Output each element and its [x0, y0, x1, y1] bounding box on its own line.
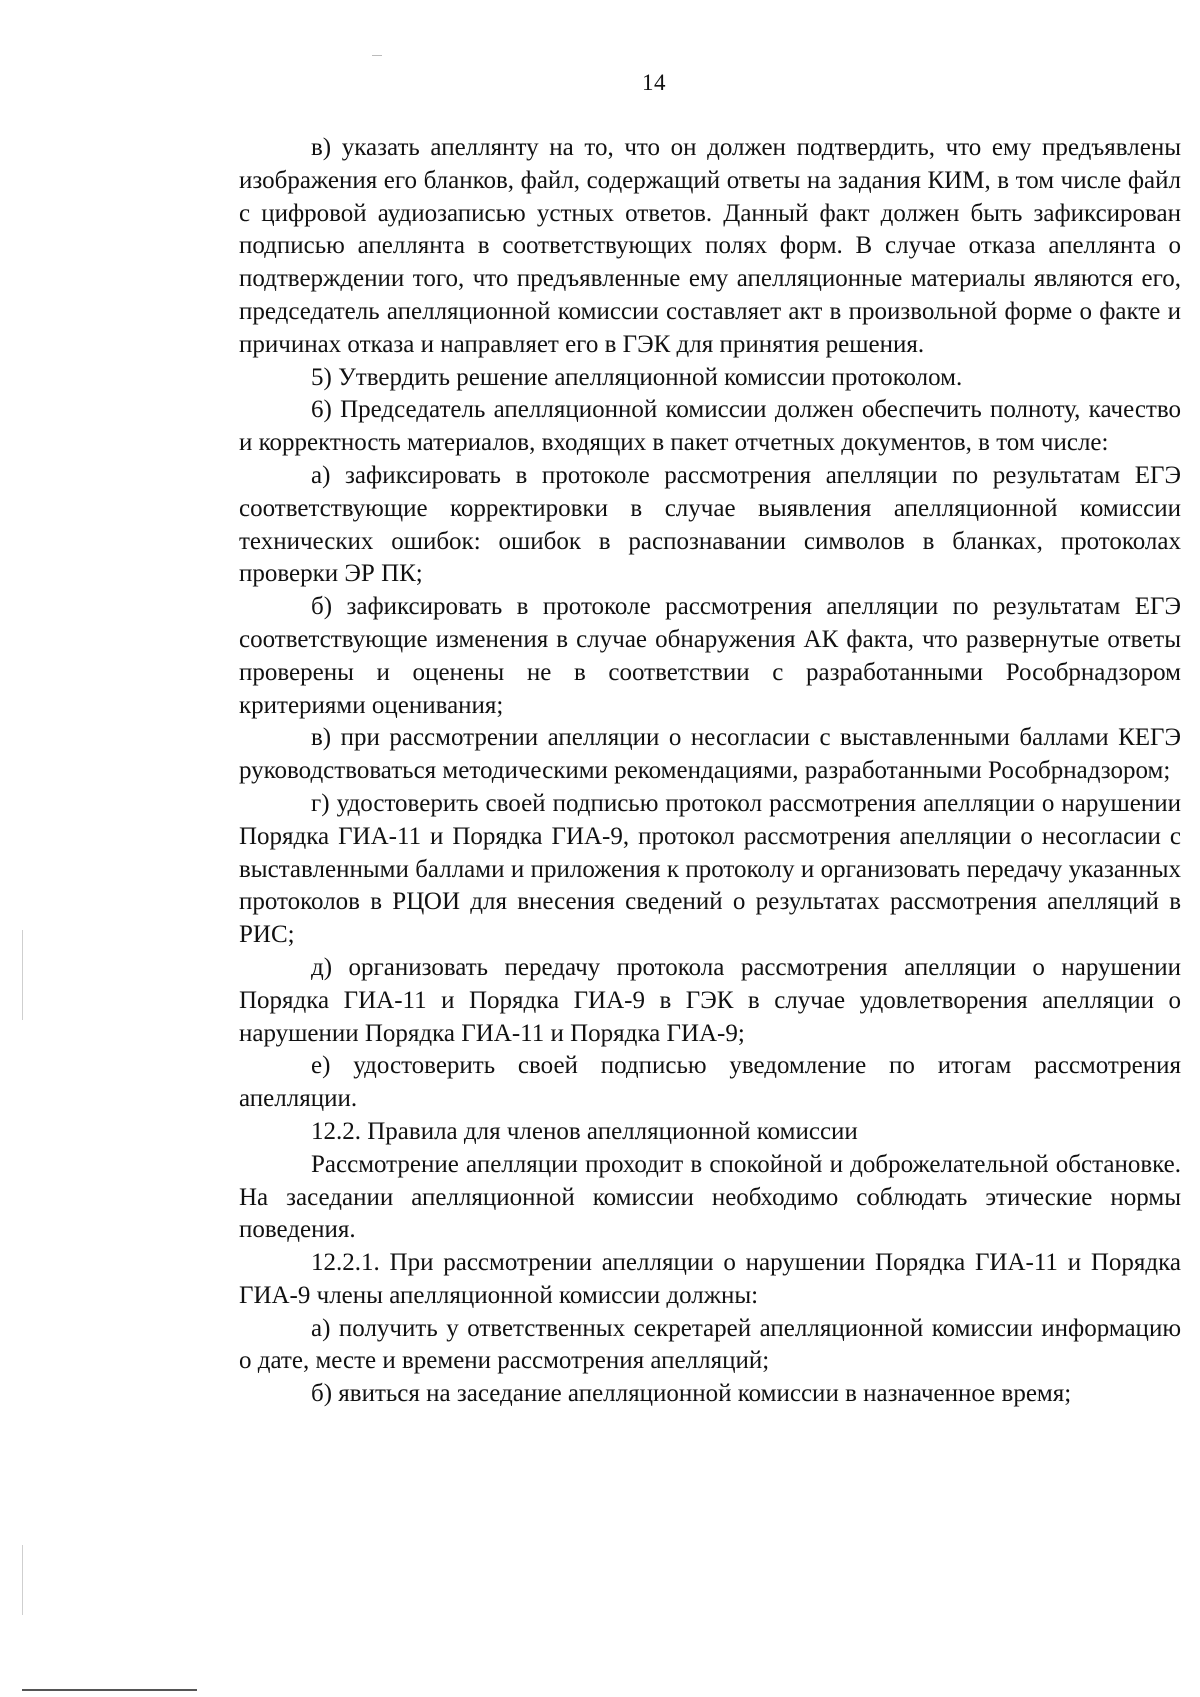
section-heading-12-2: 12.2. Правила для членов апелляционной комиссии [311, 1117, 858, 1145]
scan-edge-artifact [22, 1545, 23, 1615]
paragraph-e-certify-notice: е) удостоверить своей подписью уведомление по итогам рассмотрения апелляции. [239, 1052, 1181, 1113]
section-heading-12-2-1: 12.2.1. При рассмотрении апелляции о нарушении Порядка ГИА-11 и Порядка ГИА-9 члены апелляционной комиссии должны: [239, 1249, 1181, 1309]
paragraph-d-transfer-protocol: д) организовать передачу протокола рассмотрения апелляции о нарушении Порядка ГИА-11 и Порядка ГИА-9 в ГЭК в случае удовлетворения апелляции о нарушении Порядка ГИА-11 и Порядка ГИА-9; [239, 953, 1181, 1047]
paragraph-v-show-appellant: в) указать апеллянту на то, что он должен подтвердить, что ему предъявлены изображения его бланков, файл, содержащий ответы на задания КИМ, в том числе файл с цифровой аудиозаписью устных ответов. Данный факт должен быть зафиксирован подписью апеллянта в соответствующих полях форм. В случае отказа апеллянта о подтверждении того, что предъявленные ему апелляционные материалы являются его, председатель апелляционной комиссии составляет акт в произвольной форме о факте и причинах отказа и направляет его в ГЭК для принятия решения. [239, 134, 1181, 358]
paragraph-v-kege-guidance: в) при рассмотрении апелляции о несогласии с выставленными баллами КЕГЭ руководствоваться методическими рекомендациями, разработанными Рособрнадзором; [239, 724, 1181, 785]
paragraph-a-record-corrections: а) зафиксировать в протоколе рассмотрения апелляции по результатам ЕГЭ соответствующие корректировки в случае выявления апелляционной комиссии технических ошибок: ошибок в распознавании символов в бланках, протоколах проверки ЭР ПК; [239, 461, 1181, 588]
paragraph-6-chair-duties: 6) Председатель апелляционной комиссии должен обеспечить полноту, качество и корректность материалов, входящих в пакет отчетных документов, в том числе: [239, 396, 1181, 457]
scan-bottom-line [22, 1689, 197, 1691]
paragraph-b-attend-meeting: б) явиться на заседание апелляционной комиссии в назначенное время; [311, 1380, 1072, 1408]
page-number: 14 [642, 70, 666, 95]
scan-edge-artifact [22, 930, 23, 1020]
paragraph-b-record-changes: б) зафиксировать в протоколе рассмотрения апелляции по результатам ЕГЭ соответствующие изменения в случае обнаружения АК факта, что развернутые ответы проверены и оценены не в соответствии с разработанными Рособрнадзором критериями оценивания; [239, 593, 1181, 719]
paragraph-a-get-info: а) получить у ответственных секретарей апелляционной комиссии информацию о дате, месте и времени рассмотрения апелляций; [239, 1314, 1181, 1375]
scan-artifact-top [372, 55, 382, 56]
document-body [239, 132, 1181, 1411]
paragraph-g-certify-protocol: г) удостоверить своей подписью протокол рассмотрения апелляции о нарушении Порядка ГИА-11 и Порядка ГИА-9, протокол рассмотрения апелляции о несогласии с выставленными баллами и приложения к протоколу и организовать передачу указанных протоколов в РЦОИ для внесения сведений о результатах рассмотрения апелляций в РИС; [239, 789, 1181, 949]
paragraph-calm-atmosphere: Рассмотрение апелляции проходит в спокойной и доброжелательной обстановке. На заседании апелляционной комиссии необходимо соблюдать этические нормы поведения. [239, 1150, 1181, 1244]
paragraph-5-approve-decision: 5) Утвердить решение апелляционной комиссии протоколом. [311, 363, 963, 391]
